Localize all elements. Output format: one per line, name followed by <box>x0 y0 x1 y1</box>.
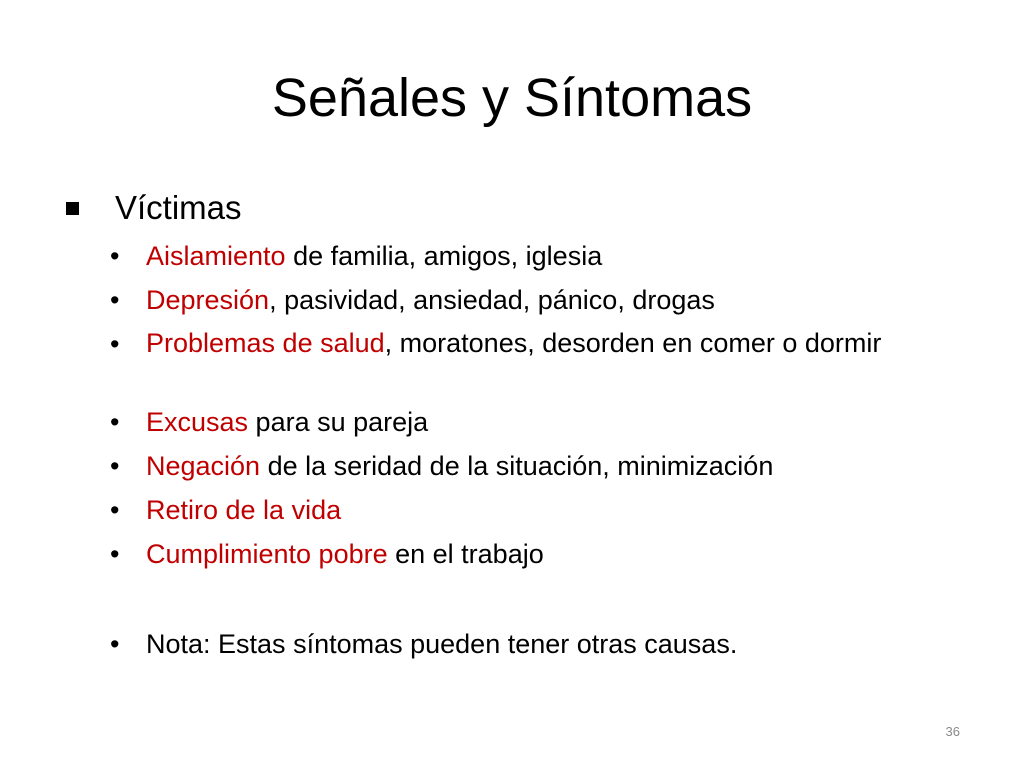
bullet-dot-icon: • <box>110 285 120 315</box>
section-heading <box>60 186 242 230</box>
list-item-rest: Nota: Estas síntomas pueden tener otras causas. <box>146 629 738 659</box>
list-item <box>110 284 970 316</box>
list-item-text <box>146 406 970 438</box>
slide-title: Señales y Síntomas <box>271 68 753 128</box>
list-item-highlight: Retiro de la vida <box>146 495 342 525</box>
bullet-dot-icon: • <box>110 241 120 271</box>
list-item-text <box>146 538 970 570</box>
list-item-text <box>146 328 970 358</box>
page-number: 36 <box>945 724 960 739</box>
list-item-rest: , moratones, desorden en comer o dormir <box>384 328 882 358</box>
bullet-dot-icon: • <box>110 629 120 659</box>
section-heading-label: Víctimas <box>115 189 242 226</box>
bullet-dot-icon: • <box>110 451 120 481</box>
list-item-rest: de familia, amigos, iglesia <box>285 241 603 271</box>
list-item-text <box>146 284 970 316</box>
list-item-text <box>146 494 970 526</box>
list-item-highlight: Excusas <box>146 407 249 437</box>
square-bullet-icon <box>66 202 79 215</box>
list-item <box>110 240 970 272</box>
list-item-rest: , pasividad, ansiedad, pánico, drogas <box>269 285 715 315</box>
list-item-rest: para su pareja <box>248 407 429 437</box>
bullet-dot-icon: • <box>110 539 120 569</box>
list-item-rest: en el trabajo <box>387 539 544 569</box>
list-item-highlight: Cumplimiento pobre <box>146 539 388 569</box>
list-item-note <box>110 628 970 660</box>
bullet-dot-icon: • <box>110 495 120 525</box>
list-item-text <box>146 240 970 272</box>
list-item <box>110 450 970 482</box>
list-item-highlight: Depresión <box>146 285 270 315</box>
list-item <box>110 538 970 570</box>
list-item-highlight: Aislamiento <box>146 241 286 271</box>
list-item <box>110 406 970 438</box>
list-item-highlight: Negación <box>146 451 261 481</box>
list-item <box>110 328 970 358</box>
list-item <box>110 494 970 526</box>
list-item-highlight: Problemas de salud <box>146 328 385 358</box>
list-item-text <box>146 450 970 482</box>
list-item-rest: de la seridad de la situación, minimización <box>260 451 774 481</box>
list-item-text <box>146 628 970 660</box>
bullet-dot-icon: • <box>110 329 120 359</box>
bullet-dot-icon: • <box>110 407 120 437</box>
